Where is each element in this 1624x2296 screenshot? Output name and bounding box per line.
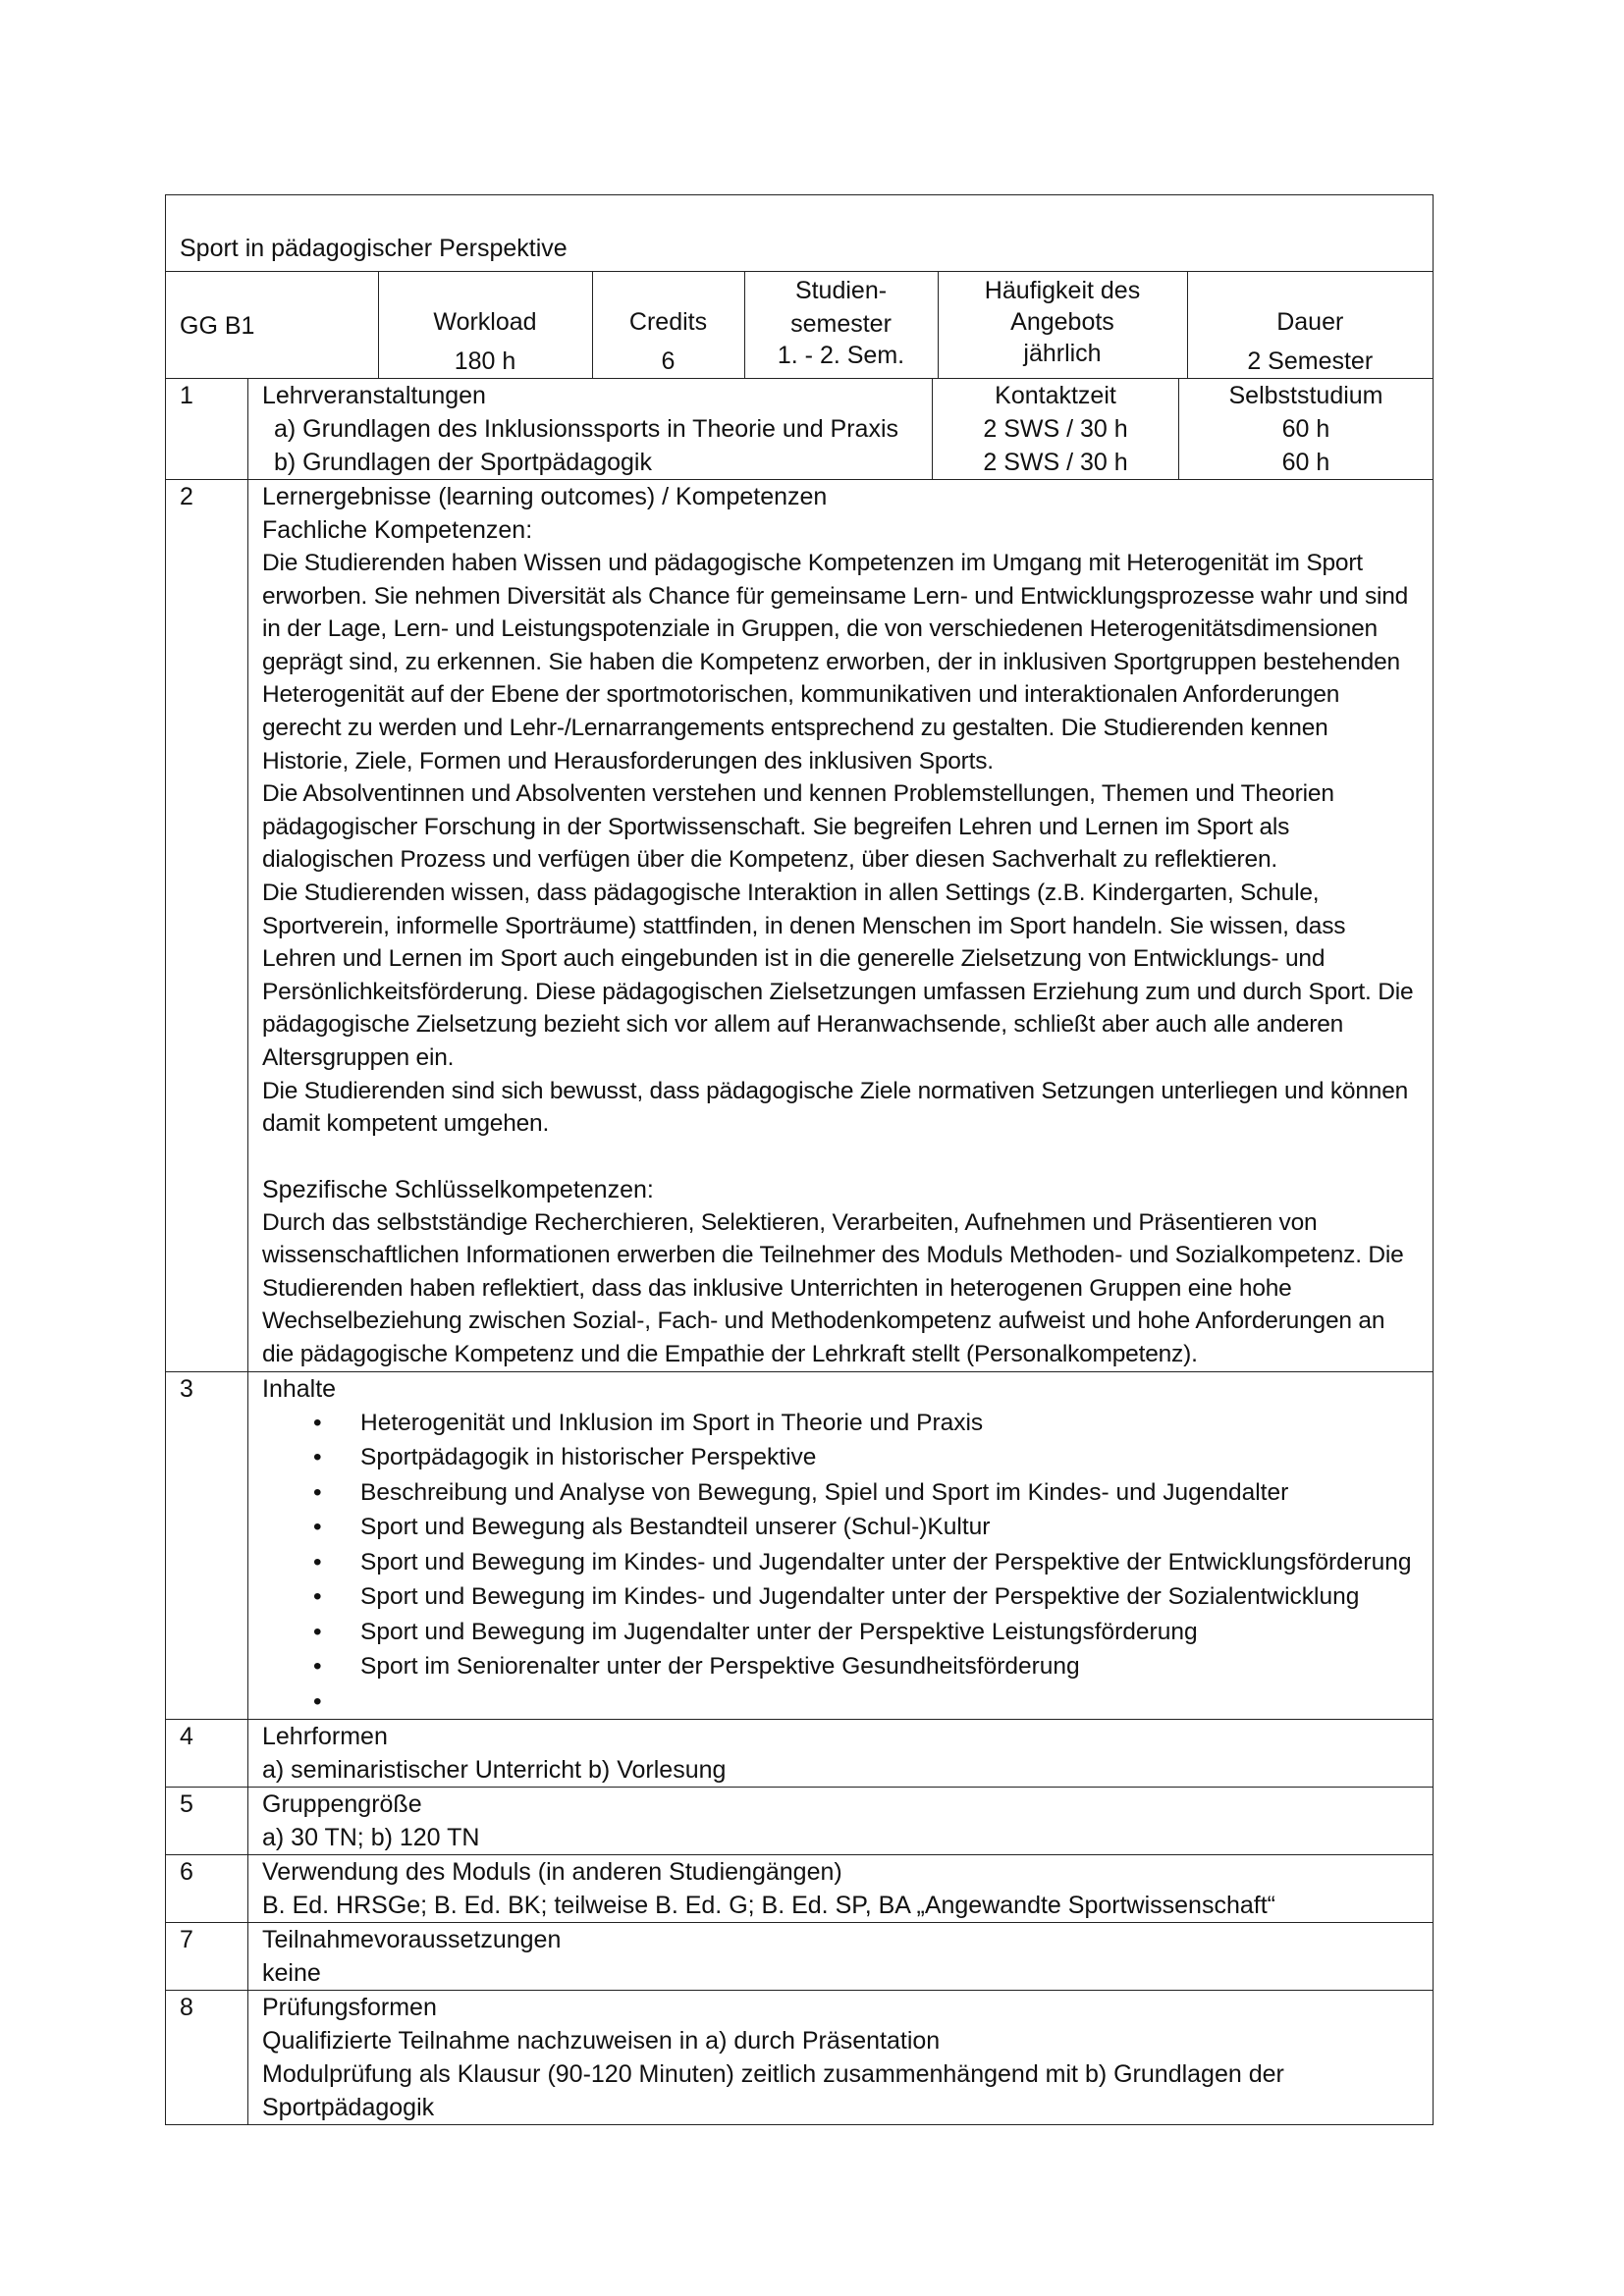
module-table (165, 194, 1434, 2125)
text-line: in der Lage, Lern- und Leistungspotenziale in Gruppen, die von verschiedenen Heterogenitätsdimensionen (262, 615, 1378, 643)
section-heading: Inhalte (262, 1374, 337, 1403)
section-text: a) 30 TN; b) 120 TN (262, 1824, 480, 1852)
section-heading: Lernergebnisse (learning outcomes) / Kompetenzen (262, 483, 828, 510)
subheading-schluessel: Spezifische Schlüsselkompetenzen: (262, 1175, 654, 1203)
text-line: Lehren und Lernen im Sport auch eingebunden ist in die generelle Zielsetzung von Entwicklungs- und (262, 945, 1326, 973)
text-line: geprägt sind, zu erkennen. Sie haben die Kompetenz erworben, der in inklusiven Sportgruppen bestehenden (262, 648, 1400, 675)
section-3-body (248, 1372, 1433, 1720)
frequency-label-2: Angebots (1010, 308, 1114, 336)
semester-value: 1. - 2. Sem. (777, 342, 905, 369)
list-item: • Sport im Seniorenalter unter der Perspektive Gesundheitsförderung (360, 1649, 1433, 1684)
text-line: pädagogischer Forschung in der Sportwissenschaft. Sie begreifen Lehren und Lernen im Sport als (262, 813, 1290, 840)
section-number: 3 (166, 1372, 248, 1720)
semester-cell (744, 272, 938, 378)
text-line: gerecht zu werden und Lehr-/Lernarrangements entsprechend zu gestalten. Die Studierenden kennen (262, 714, 1328, 741)
list-item: • Heterogenität und Inklusion im Sport in Theorie und Praxis (360, 1406, 1433, 1441)
text-line: Die Studierenden wissen, dass pädagogische Interaktion in allen Settings (z.B. Kindergarten, Schule, (262, 879, 1320, 906)
text-line: Die Studierenden sind sich bewusst, dass pädagogische Ziele normativen Setzungen unterliegen und können (262, 1077, 1409, 1104)
section-number: 1 (166, 379, 248, 479)
contact-a: 2 SWS / 30 h (983, 415, 1128, 443)
section-8-body (248, 1991, 1433, 2124)
list-item: • Sport und Bewegung als Bestandteil unserer (Schul-)Kultur (360, 1510, 1433, 1545)
courses-table (248, 379, 1433, 479)
section-number: 7 (166, 1923, 248, 1990)
text-line: dialogischen Prozess und verfügen über die Kompetenz, über diesen Sachverhalt zu reflektieren. (262, 846, 1277, 874)
section-heading: Teilnahmevoraussetzungen (262, 1926, 562, 1954)
module-code: GG B1 (180, 312, 255, 340)
semester-label-1: Studien- (794, 277, 888, 304)
contents-list (262, 1406, 1433, 1720)
module-title-row (166, 195, 1433, 272)
duration-cell (1187, 272, 1433, 378)
section-3 (166, 1371, 1433, 1720)
section-text: Modulprüfung als Klausur (90-120 Minuten) zeitlich zusammenhängend mit b) Grundlagen der (262, 2060, 1284, 2089)
course-b: b) Grundlagen der Sportpädagogik (274, 449, 652, 476)
text-line: die pädagogische Kompetenz und die Empathie der Lehrkraft stellt (Personalkompetenz). (262, 1341, 1198, 1368)
text-line: Historie, Ziele, Formen und Herausforderungen des inklusiven Sports. (262, 747, 994, 774)
self-study-a: 60 h (1281, 415, 1330, 443)
semester-label-2: semester (790, 310, 892, 338)
section-text: Sportpädagogik (262, 2094, 435, 2122)
credits-value: 6 (661, 347, 676, 375)
outcomes-paragraph (262, 547, 1433, 1141)
section-text: a) seminaristischer Unterricht b) Vorlesung (262, 1756, 727, 1785)
frequency-label-1: Häufigkeit des (984, 277, 1141, 304)
text-line: Durch das selbstständige Recherchieren, Selektieren, Verarbeiten, Aufnehmen und Präsentieren von (262, 1208, 1318, 1236)
list-item: • Beschreibung und Analyse von Bewegung, Spiel und Sport im Kindes- und Jugendalter (360, 1475, 1433, 1511)
section-1-body (248, 379, 1433, 479)
duration-label: Dauer (1276, 308, 1344, 336)
section-2-body (248, 480, 1433, 1371)
section-heading: Gruppengröße (262, 1790, 422, 1819)
workload-value: 180 h (454, 347, 516, 375)
section-6 (166, 1854, 1433, 1922)
contact-column (933, 379, 1179, 479)
self-study-column (1179, 379, 1433, 479)
list-item: • Sport und Bewegung im Jugendalter unter der Perspektive Leistungsförderung (360, 1615, 1433, 1650)
text-line: Sportverein, informelle Sporträume) stattfinden, in denen Menschen im Sport handeln. Sie wissen, dass (262, 912, 1346, 939)
self-study-heading: Selbststudium (1228, 382, 1383, 409)
section-text: keine (262, 1959, 321, 1988)
section-number: 6 (166, 1855, 248, 1922)
list-item: • Sportpädagogik in historischer Perspektive (360, 1440, 1433, 1475)
section-5-body (248, 1788, 1433, 1854)
module-code-cell (166, 272, 378, 378)
text-line: Altersgruppen ein. (262, 1043, 455, 1071)
section-heading: Verwendung des Moduls (in anderen Studiengängen) (262, 1858, 842, 1887)
section-text: Qualifizierte Teilnahme nachzuweisen in a) durch Präsentation (262, 2027, 941, 2056)
list-item: • Sport und Bewegung im Kindes- und Jugendalter unter der Perspektive der Sozialentwicklung (360, 1579, 1433, 1615)
section-text: B. Ed. HRSGe; B. Ed. BK; teilweise B. Ed. G; B. Ed. SP, BA „Angewandte Sportwissenschaft“ (262, 1892, 1275, 1920)
text-line: Wechselbeziehung zwischen Sozial-, Fach- und Methodenkompetenz aufweist und hohe Anforderungen an (262, 1308, 1385, 1335)
contact-b: 2 SWS / 30 h (983, 449, 1128, 476)
text-line: erworben. Sie nehmen Diversität als Chance für gemeinsame Lern- und Entwicklungsprozesse wahr und sind (262, 582, 1409, 610)
text-line: Die Absolventinnen und Absolventen verstehen und kennen Problemstellungen, Themen und Theorien (262, 780, 1334, 808)
section-heading: Lehrformen (262, 1723, 388, 1751)
credits-cell (592, 272, 744, 378)
self-study-b: 60 h (1281, 449, 1330, 476)
section-number: 8 (166, 1991, 248, 2124)
key-competences-paragraph (262, 1206, 1433, 1371)
workload-cell (378, 272, 592, 378)
course-a: a) Grundlagen des Inklusionssports in Theorie und Praxis (274, 415, 898, 443)
duration-value: 2 Semester (1247, 347, 1374, 375)
module-title: Sport in pädagogischer Perspektive (180, 235, 568, 262)
section-8 (166, 1990, 1433, 2124)
section-5 (166, 1787, 1433, 1854)
workload-label: Workload (433, 308, 537, 336)
section-number: 2 (166, 480, 248, 1371)
text-line: pädagogische Zielsetzung bezieht sich vor allem auf Heranwachsende, schließt aber auch alle anderen (262, 1011, 1344, 1039)
section-7 (166, 1922, 1433, 1990)
section-number: 4 (166, 1720, 248, 1787)
section-6-body (248, 1855, 1433, 1922)
text-line: damit kompetent umgehen. (262, 1110, 550, 1138)
courses-column (248, 379, 933, 479)
list-item: • Sport und Bewegung im Kindes- und Jugendalter unter der Perspektive der Entwicklungsförderung (360, 1545, 1433, 1580)
frequency-cell (938, 272, 1187, 378)
text-line: Studierenden haben reflektiert, dass das inklusive Unterrichten in heterogenen Gruppen eine hohe (262, 1274, 1292, 1302)
text-line: Die Studierenden haben Wissen und pädagogische Kompetenzen im Umgang mit Heterogenität im Sport (262, 550, 1363, 576)
spacer (262, 1141, 1433, 1173)
list-item (360, 1684, 1433, 1720)
text-line: Persönlichkeitsförderung. Diese pädagogischen Zielsetzungen umfassen Erziehung zum und durch Sport. Die (262, 978, 1414, 1005)
frequency-value: jährlich (1023, 340, 1102, 367)
section-4 (166, 1719, 1433, 1787)
text-line: wissenschaftlichen Informationen erwerben die Teilnehmer des Moduls Methoden- und Sozialkompetenz. Die (262, 1242, 1404, 1269)
section-heading: Lehrveranstaltungen (262, 382, 486, 409)
section-number: 5 (166, 1788, 248, 1854)
section-4-body (248, 1720, 1433, 1787)
subheading-fachliche: Fachliche Kompetenzen: (262, 516, 533, 544)
section-2 (166, 479, 1433, 1371)
section-1 (166, 378, 1433, 479)
credits-label: Credits (628, 308, 708, 336)
section-7-body (248, 1923, 1433, 1990)
module-header-table (166, 272, 1433, 378)
section-heading: Prüfungsformen (262, 1994, 437, 2022)
contact-heading: Kontaktzeit (995, 382, 1116, 409)
text-line: Heterogenität auf der Ebene der sportmotorischen, kommunikativen und interaktionalen Anforderungen (262, 681, 1340, 709)
